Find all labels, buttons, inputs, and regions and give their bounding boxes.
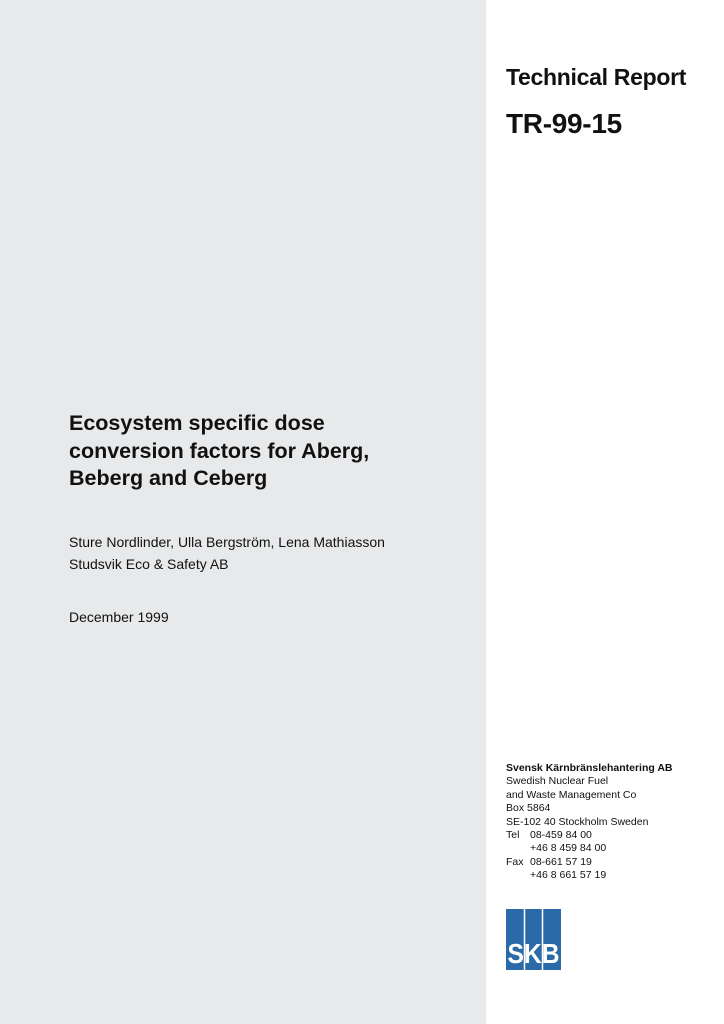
- publication-date: December 1999: [69, 609, 169, 625]
- publisher-address: SE-102 40 Stockholm Sweden: [506, 815, 649, 828]
- logo-text: SKB: [507, 938, 560, 969]
- fax-international: +46 8 661 57 19: [530, 869, 607, 882]
- publisher-english-name: and Waste Management Co: [506, 788, 637, 801]
- tel-row: [506, 829, 673, 842]
- publisher-english-name: Swedish Nuclear Fuel: [506, 775, 609, 788]
- report-title: [69, 410, 449, 493]
- publisher-name: Svensk Kärnbränslehantering AB: [506, 762, 673, 774]
- skb-logo: [506, 909, 561, 970]
- tel-domestic: 08-459 84 00: [530, 829, 592, 842]
- authors-block: [69, 531, 385, 575]
- report-number: TR-99-15: [506, 108, 622, 139]
- fax-row: [506, 856, 673, 869]
- report-title-line: Beberg and Ceberg: [69, 466, 268, 490]
- publisher-box: Box 5864: [506, 802, 551, 815]
- publisher-block: [506, 762, 673, 883]
- report-type: Technical Report: [506, 64, 687, 90]
- tel-international: +46 8 459 84 00: [530, 842, 607, 855]
- affiliation: Studsvik Eco & Safety AB: [69, 556, 229, 572]
- report-title-line: Ecosystem specific dose: [69, 411, 325, 435]
- fax-domestic: 08-661 57 19: [530, 855, 592, 868]
- report-title-line: conversion factors for Aberg,: [69, 438, 370, 463]
- tel-label: Tel: [506, 829, 520, 842]
- fax-label: Fax: [506, 855, 524, 868]
- authors: Sture Nordlinder, Ulla Bergström, Lena Mathiasson: [69, 534, 385, 550]
